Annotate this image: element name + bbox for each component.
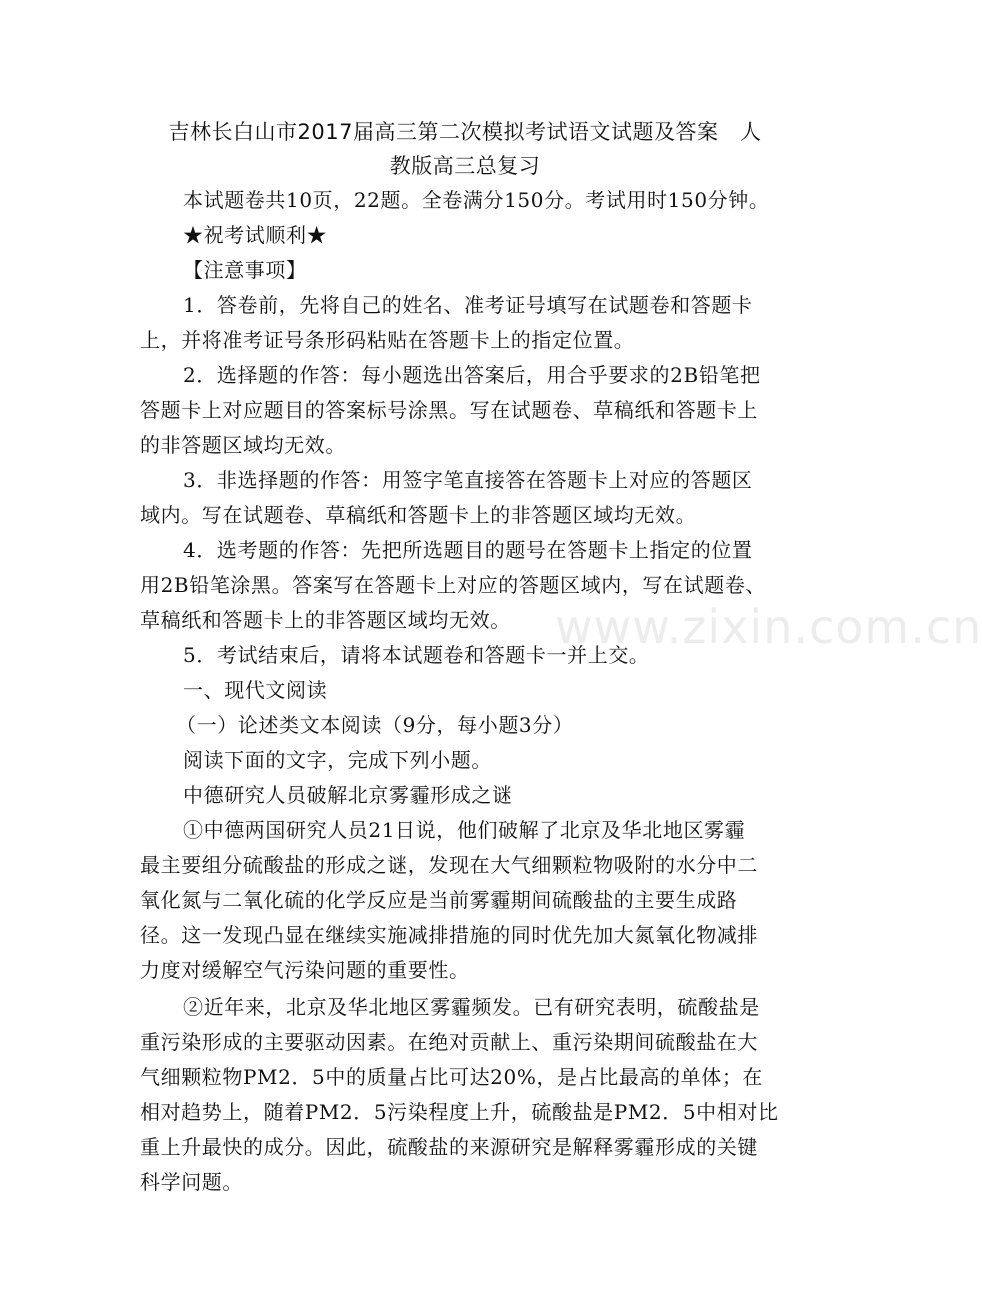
paragraph-2-line-2: 重污染形成的主要驱动因素。在绝对贡献上、重污染期间硫酸盐在大 [140, 1030, 758, 1054]
paragraph-1-line-1: ①中德两国研究人员21日说，他们破解了北京及华北地区雾霾 [183, 818, 746, 842]
good-luck-line: ★祝考试顺利★ [183, 223, 328, 247]
notice-item-2-line-1: 2．选择题的作答：每小题选出答案后，用合乎要求的2B铅笔把 [183, 363, 761, 387]
exam-info-line: 本试题卷共10页，22题。全卷满分150分。考试用时150分钟。 [183, 188, 770, 212]
notice-item-4-line-2: 用2B铅笔涂黑。答案写在答题卡上对应的答题区域内，写在试题卷、 [140, 573, 767, 597]
paragraph-1-line-3: 氧化氮与二氧化硫的化学反应是当前雾霾期间硫酸盐的主要生成路 [140, 888, 738, 912]
paragraph-2-line-5: 重上升最快的成分。因此，硫酸盐的来源研究是解释雾霾形成的关键 [140, 1135, 758, 1159]
reading-instruction: 阅读下面的文字，完成下列小题。 [183, 748, 492, 772]
article-title: 中德研究人员破解北京雾霾形成之谜 [183, 783, 513, 807]
notice-item-2-line-3: 的非答题区域均无效。 [140, 433, 346, 457]
watermark: www.zixin.com.cn [555, 600, 982, 654]
paragraph-2-line-3: 气细颗粒物PM2．5中的质量占比可达20%，是占比最高的单体；在 [140, 1065, 764, 1089]
paragraph-1-line-5: 力度对缓解空气污染问题的重要性。 [140, 958, 470, 982]
paragraph-2-line-6: 科学问题。 [140, 1170, 243, 1194]
notice-item-4-line-1: 4．选考题的作答：先把所选题目的题号在答题卡上指定的位置 [183, 538, 753, 562]
paragraph-2-line-1: ②近年来，北京及华北地区雾霾频发。已有研究表明，硫酸盐是 [183, 995, 760, 1019]
document-title-line-1: 吉林长白山市2017届高三第二次模拟考试语文试题及答案 人 [168, 120, 762, 144]
notice-heading: 【注意事项】 [183, 258, 307, 282]
section-heading: 一、现代文阅读 [183, 678, 328, 702]
notice-item-4-line-3: 草稿纸和答题卡上的非答题区域均无效。 [140, 608, 511, 632]
notice-item-5-line-1: 5．考试结束后，请将本试题卷和答题卡一并上交。 [183, 643, 650, 667]
document-title-line-2: 教版高三总复习 [389, 154, 541, 178]
notice-item-1-line-2: 上，并将准考证号条形码粘贴在答题卡上的指定位置。 [140, 328, 635, 352]
notice-item-3-line-1: 3．非选择题的作答：用签字笔直接答在答题卡上对应的答题区 [183, 468, 753, 492]
notice-item-2-line-2: 答题卡上对应题目的答案标号涂黑。写在试题卷、草稿纸和答题卡上 [140, 398, 758, 422]
paragraph-1-line-2: 最主要组分硫酸盐的形成之谜，发现在大气细颗粒物吸附的水分中二 [140, 853, 758, 877]
notice-item-3-line-2: 域内。写在试题卷、草稿纸和答题卡上的非答题区域均无效。 [140, 503, 697, 527]
subsection-heading: （一）论述类文本阅读（9分，每小题3分） [176, 713, 574, 737]
notice-item-1-line-1: 1．答卷前，先将自己的姓名、准考证号填写在试题卷和答题卡 [183, 293, 753, 317]
paragraph-1-line-4: 径。这一发现凸显在继续实施减排措施的同时优先加大氮氧化物减排 [140, 923, 758, 947]
paragraph-2-line-4: 相对趋势上，随着PM2．5污染程度上升，硫酸盐是PM2．5中相对比 [140, 1100, 779, 1124]
